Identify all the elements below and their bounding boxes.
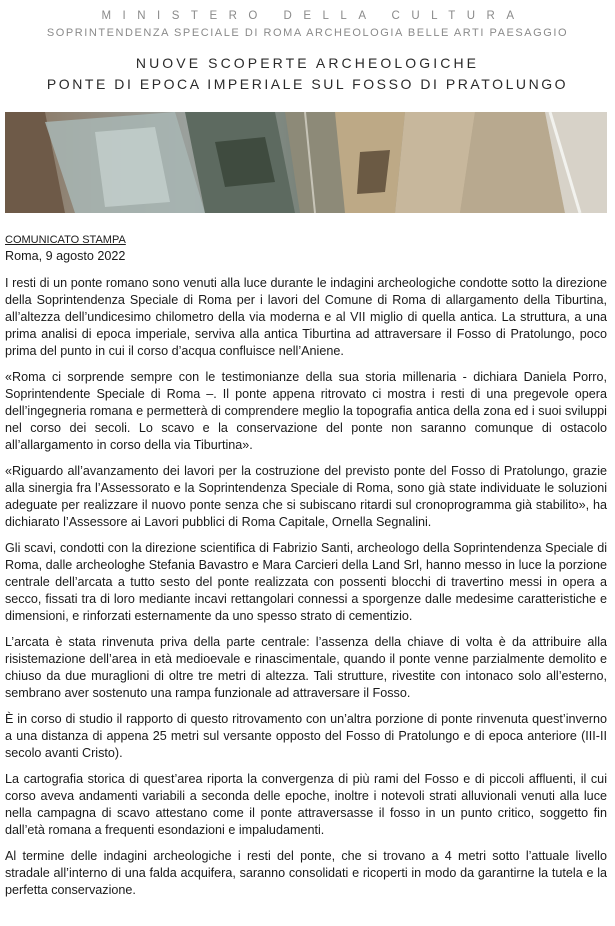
ministry-name: MINISTERO DELLA CULTURA [101, 10, 526, 22]
paragraph: È in corso di studio il rapporto di questo ritrovamento con un’altra porzione di ponte rinvenuta quest’inverno a una distanza di appena 25 metri sul versante opposto del Fosso di Pratolungo e di epoca anteriore (III-II secolo avanti Cristo). [5, 712, 607, 760]
press-release-date: Roma, 9 agosto 2022 [5, 249, 126, 263]
paragraph: L’arcata è stata rinvenuta priva della parte centrale: l’assenza della chiave di volta è da attribuire alla risistemazione dell’area in età medioevale e rinascimentale, quando il ponte venne parzialmente demolito e chiuso da due muraglioni di oltre tre metri di altezza. Tali strutture, rivestite con intonaco solo all’esterno, sembrano aver sostenuto una rampa funzionale ad attraversare il Fosso. [5, 635, 607, 700]
letterhead [0, 9, 615, 93]
press-release-label: COMUNICATO STAMPA [5, 234, 126, 246]
headline-secondary: PONTE DI EPOCA IMPERIALE SUL FOSSO DI PRATOLUNGO [46, 76, 569, 92]
paragraph: La cartografia storica di quest’area riporta la convergenza di più rami del Fosso e di piccoli affluenti, il cui corso aveva andamenti variabili a seconda delle epoche, inoltre i notevoli strati alluvionali venuti alla luce nella campagna di scavo attestano come il ponte attraversasse il fosso in un punto critico, soggetto fin dall’età romana a frequenti esondazioni e impaludamenti. [5, 772, 607, 837]
paragraph: «Riguardo all’avanzamento dei lavori per la costruzione del previsto ponte del Fosso di Pratolungo, grazie alla sinergia fra l’Assessorato e la Soprintendenza Speciale di Roma, sono già state individuate le soluzioni adeguate per realizzare il nuovo ponte senza che si subiscano ritardi sul cronoprogramma già stabilito», ha dichiarato l’Assessore ai Lavori pubblici di Roma Capitale, Ornella Segnalini. [5, 464, 607, 529]
paragraph: Al termine delle indagini archeologiche i resti del ponte, che si trovano a 4 metri sotto l’attuale livello stradale all’interno di una falda acquifera, saranno consolidati e ricoperti in modo da garantirne la tutela e la perfetta conservazione. [5, 849, 607, 897]
headline-primary: NUOVE SCOPERTE ARCHEOLOGICHE [135, 55, 480, 71]
press-release-body [5, 233, 607, 908]
paragraph: «Roma ci sorprende sempre con le testimonianze della sua storia millenaria - dichiara Daniela Porro, Soprintendente Speciale di Roma –. Il ponte appena ritrovato ci mostra i resti di una pregevole opera dell’ingegneria romana e permetterà di comprendere meglio la topografia antica della zona ed i suoi sviluppi nel corso dei secoli. Lo scavo e la conservazione del ponte non saranno comunque di ostacolo all’allargamento in corso della via Tiburtina». [5, 370, 607, 452]
aerial-excavation-photo [5, 112, 607, 213]
paragraph: Gli scavi, condotti con la direzione scientifica di Fabrizio Santi, archeologo della Soprintendenza Speciale di Roma, dalle archeologhe Stefania Bavastro e Mara Carcieri della Land Srl, hanno messo in luce la porzione centrale dell’arcata a tutto sesto del ponte realizzata con possenti blocchi di travertino messi in opera a secco, fissati tra di loro mediante incavi rettangolari connessi a sporgenze dalle medesime caratteristiche e dimensioni, e rinforzati esternamente da uno spesso strato di cementizio. [5, 541, 607, 623]
soprintendenza-name: SOPRINTENDENZA SPECIALE DI ROMA ARCHEOLOGIA BELLE ARTI PAESAGGIO [46, 27, 569, 39]
paragraph: I resti di un ponte romano sono venuti alla luce durante le indagini archeologiche condotte sotto la direzione della Soprintendenza Speciale di Roma per i lavori del Comune di Roma di allargamento della Tiburtina, all’altezza dell’undicesimo chilometro della via moderna e al VII miglio di quella antica. La struttura, a una prima analisi di epoca imperiale, serviva alla antica Tiburtina ad attraversare il Fosso di Pratolungo, poco prima del punto in cui il corso d’acqua confluisce nell’Aniene. [5, 276, 607, 358]
